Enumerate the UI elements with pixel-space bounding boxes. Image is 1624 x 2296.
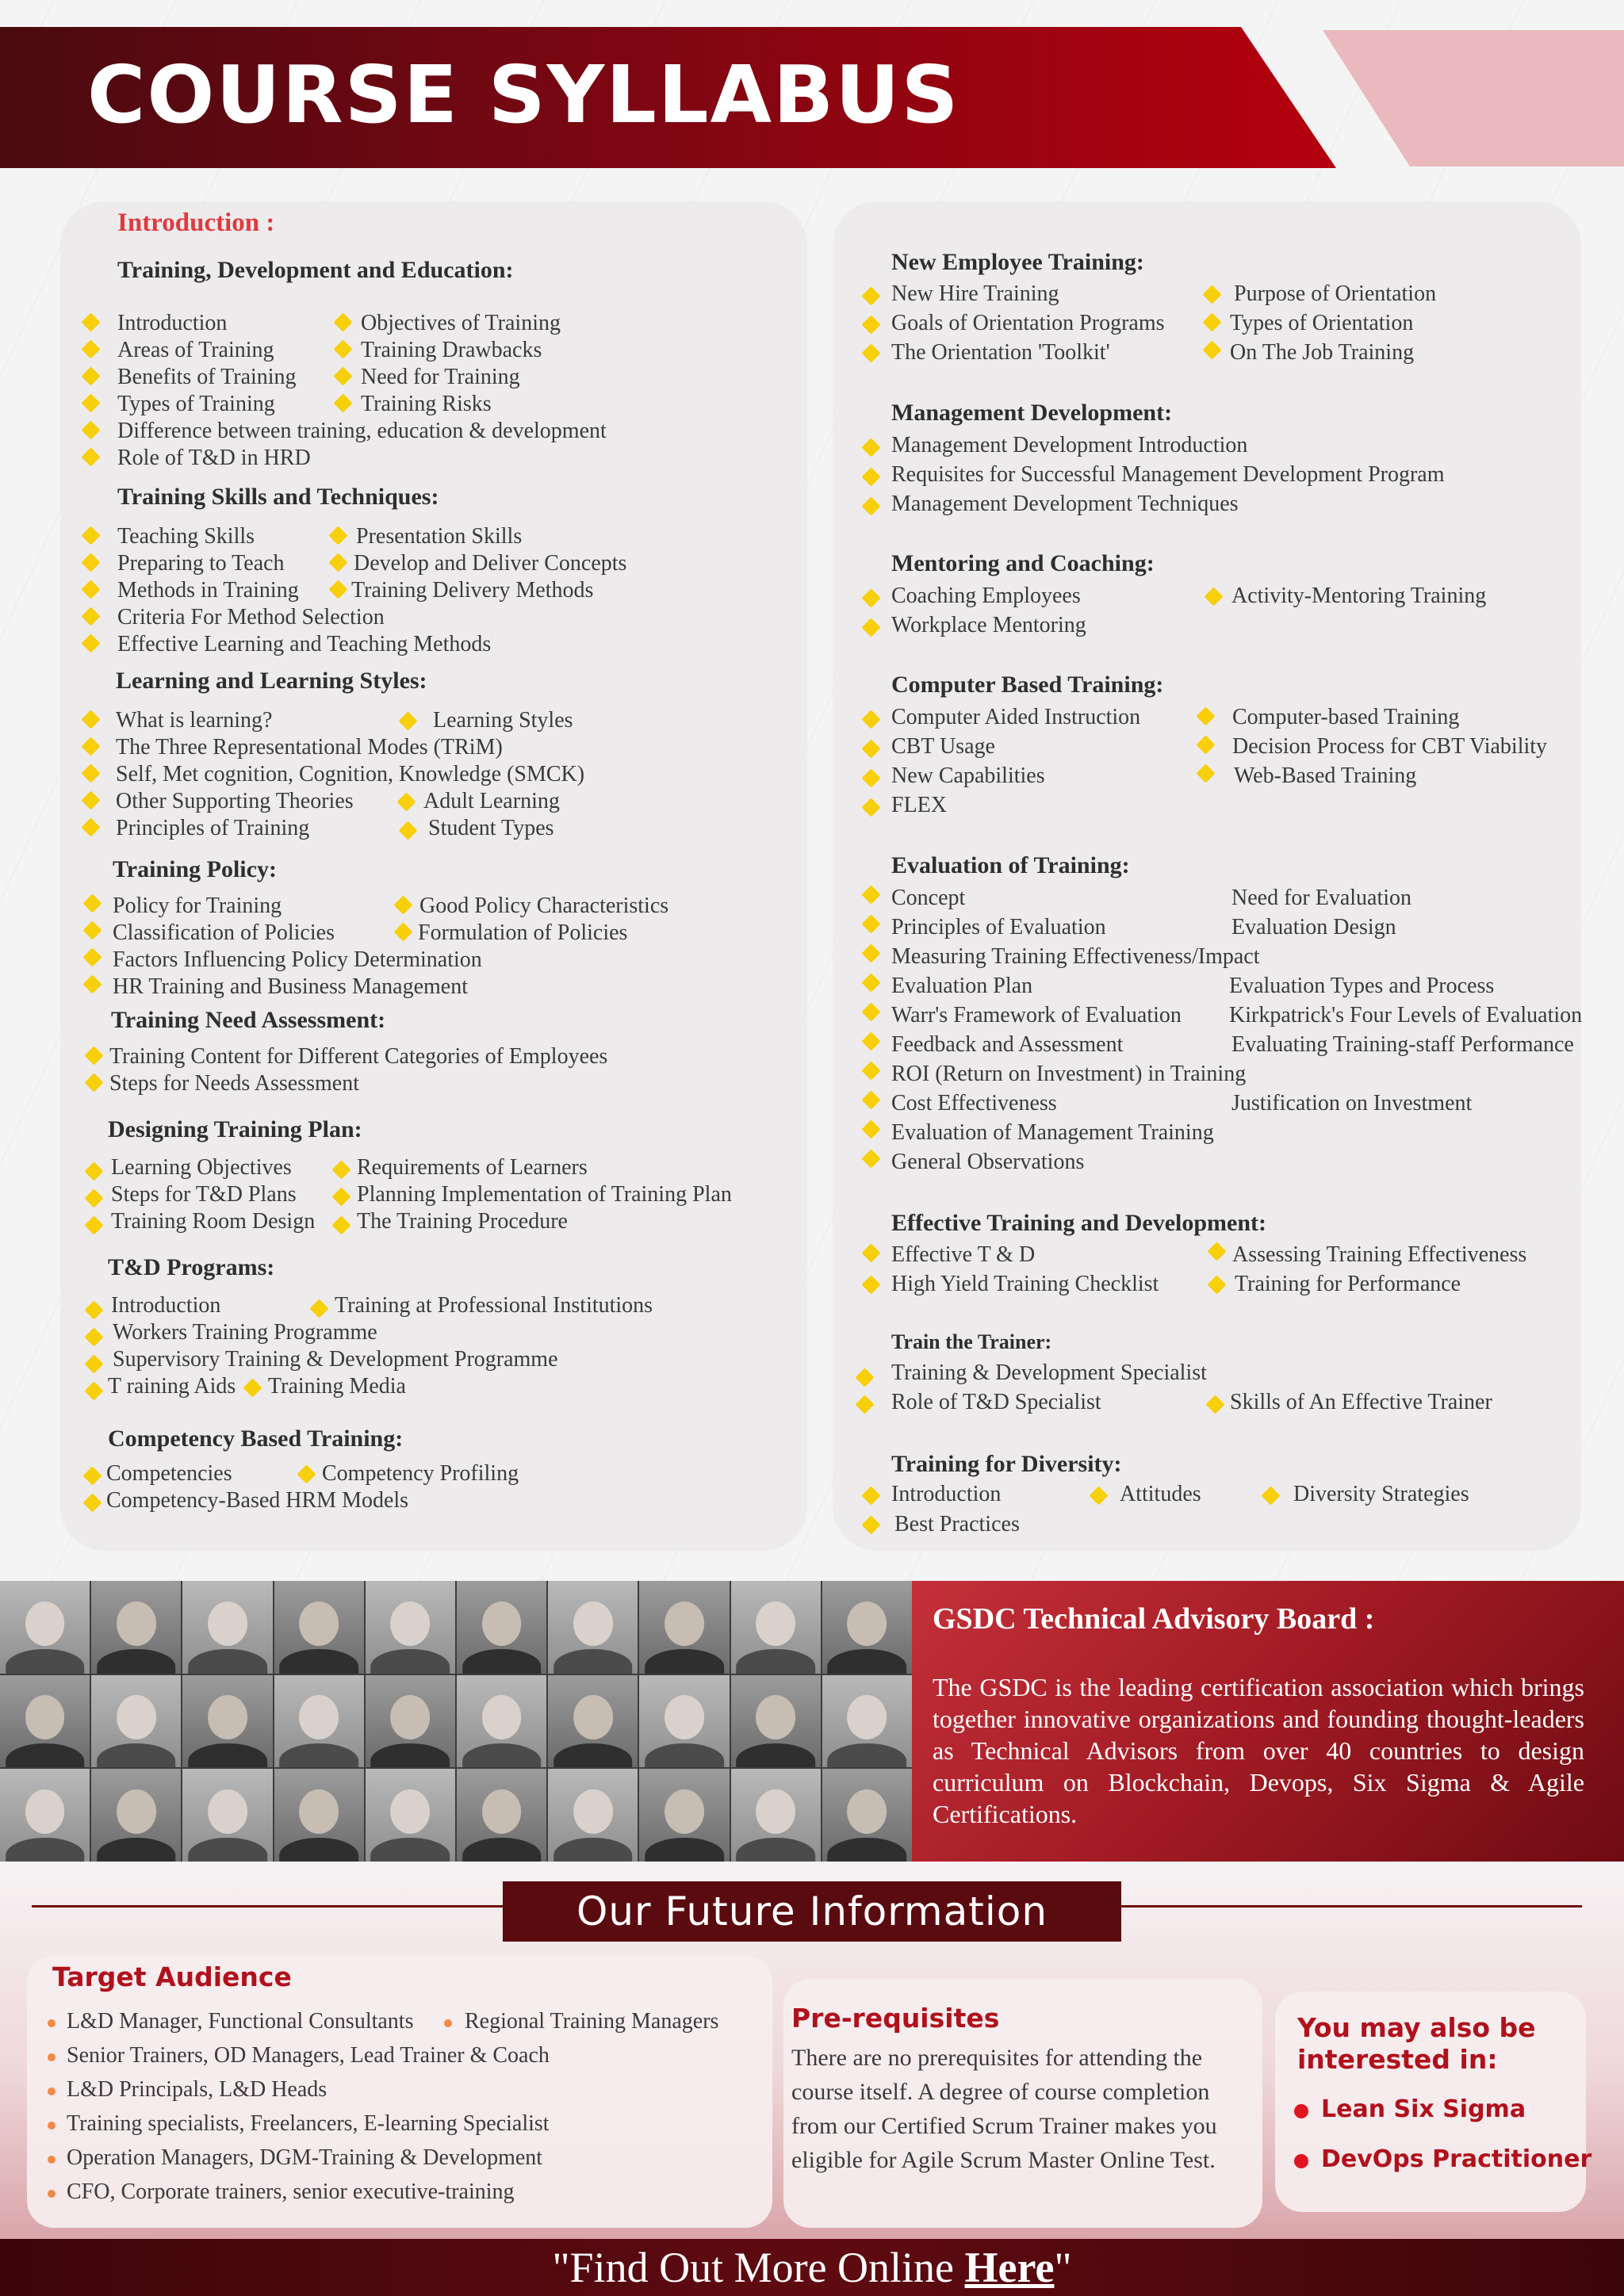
advisor-photo [274,1581,364,1674]
list-item: Classification of Policies [113,920,335,945]
list-item: The Training Procedure [357,1209,568,1234]
list-item: Training specialists, Freelancers, E-learning Specialist [67,2111,550,2136]
list-item: Difference between training, education & development [117,419,607,443]
list-item: Role of T&D in HRD [117,446,311,470]
list-item: Preparing to Teach [117,551,285,576]
list-item: Introduction [117,311,228,335]
list-item: Benefits of Training [117,365,297,389]
list-item: Warr's Framework of Evaluation [891,1003,1182,1027]
devops-practitioner-link[interactable]: DevOps Practitioner [1321,2145,1592,2173]
advisor-photo [457,1675,546,1768]
list-item: Learning Styles [433,708,573,733]
list-item: General Observations [891,1150,1085,1174]
here-link[interactable]: Here [964,2244,1055,2291]
list-item: Good Policy Characteristics [419,894,669,918]
list-item: Planning Implementation of Training Plan [357,1182,732,1207]
list-item: Steps for Needs Assessment [109,1071,359,1096]
list-item: Competency Profiling [322,1461,519,1486]
advisor-photo [0,1675,90,1768]
advisor-photo [91,1675,181,1768]
list-item: Management Development Techniques [891,492,1239,516]
advisor-photo [822,1675,912,1768]
footer-text-start: "Find Out More Online [552,2244,965,2291]
future-info-title: Our Future Information [503,1881,1121,1942]
list-item: Criteria For Method Selection [117,605,385,629]
advisor-photo [274,1675,364,1768]
section-heading-policy: Training Policy: [113,856,277,882]
section-heading-tna: Training Need Assessment: [111,1007,386,1033]
list-item: Supervisory Training & Development Programme [113,1347,558,1372]
section-heading-tde: Training, Development and Education: [117,257,514,283]
interested-heading-line2: interested in: [1297,2044,1498,2075]
advisory-board-panel [912,1581,1624,1862]
list-item: Workplace Mentoring [891,613,1086,637]
list-item: Training Risks [361,392,492,416]
list-item: Regional Training Managers [465,2009,719,2034]
bullet-dot-icon [48,2122,56,2130]
advisor-photo [548,1769,638,1862]
list-item: Principles of Training [116,816,310,840]
advisor-photo [731,1769,821,1862]
list-item: Requirements of Learners [357,1155,588,1180]
list-item: Introduction [111,1293,221,1318]
list-item: FLEX [891,793,947,817]
list-item: Web-Based Training [1234,763,1417,788]
advisory-text: The GSDC is the leading certification association which brings together innovative organizations and founding thought-leaders as Technical Advisors from over 40 countries to design curriculum on Blockchain, Devops, Six Sigma & Agile Certifications. [933,1673,1584,1828]
advisor-photo [182,1675,272,1768]
advisor-photo [731,1581,821,1674]
list-item: Training Media [268,1374,406,1399]
list-item: Evaluation Types and Process [1229,974,1495,998]
advisor-photo-grid [0,1581,912,1862]
advisor-photo [731,1675,821,1768]
list-item: Steps for T&D Plans [111,1182,297,1207]
advisor-photo [366,1769,455,1862]
list-item: Attitudes [1120,1482,1201,1506]
section-heading-diversity: Training for Diversity: [891,1451,1122,1477]
list-item: Training for Performance [1235,1272,1461,1296]
list-item: Diversity Strategies [1293,1482,1469,1506]
prerequisites-heading: Pre-requisites [791,2003,1000,2034]
footer-text-end: " [1054,2244,1072,2291]
list-item: Goals of Orientation Programs [891,311,1165,335]
list-item: Coaching Employees [891,584,1081,608]
list-item: L&D Principals, L&D Heads [67,2077,327,2102]
advisor-photo [548,1675,638,1768]
list-item: Effective T & D [891,1242,1036,1267]
bullet-dot-icon [48,2156,56,2164]
advisor-photo [639,1675,729,1768]
list-item: Feedback and Assessment [891,1032,1124,1057]
list-item: Senior Trainers, OD Managers, Lead Trainer & Coach [67,2043,550,2068]
section-heading-newemp: New Employee Training: [891,249,1144,275]
list-item: Policy for Training [113,894,282,918]
section-heading-eval: Evaluation of Training: [891,852,1130,878]
list-item: Introduction [891,1482,1002,1506]
advisor-photo [822,1769,912,1862]
bullet-dot-icon [48,2190,56,2198]
advisor-photo [274,1769,364,1862]
list-item: Concept [891,886,966,910]
list-item: The Orientation 'Toolkit' [891,340,1110,365]
list-item: Decision Process for CBT Viability [1232,734,1548,759]
list-item: HR Training and Business Management [113,974,468,999]
section-heading-mentor: Mentoring and Coaching: [891,550,1155,576]
list-item: Evaluation Plan [891,974,1033,998]
bullet-dot-icon [48,2087,56,2095]
list-item: Types of Training [117,392,275,416]
section-heading-design: Designing Training Plan: [108,1116,362,1142]
section-heading-skills: Training Skills and Techniques: [117,484,439,510]
list-item: Computer-based Training [1232,705,1460,729]
advisor-photo [91,1769,181,1862]
list-item: Training at Professional Institutions [335,1293,653,1318]
list-item: Training Drawbacks [361,338,542,362]
list-item: Competency-Based HRM Models [106,1488,409,1513]
list-item: On The Job Training [1230,340,1415,365]
header-decoration [1323,30,1624,166]
list-item: Areas of Training [117,338,274,362]
list-item: Operation Managers, DGM-Training & Development [67,2145,543,2170]
list-item: Principles of Evaluation [891,915,1106,939]
list-item: CBT Usage [891,734,995,759]
list-item: What is learning? [116,708,273,733]
list-item: Purpose of Orientation [1234,281,1437,306]
list-item: Cost Effectiveness [891,1091,1057,1115]
advisor-photo [366,1581,455,1674]
section-heading-etd: Effective Training and Development: [891,1210,1267,1236]
list-item: Other Supporting Theories [116,789,354,813]
list-item: Computer Aided Instruction [891,705,1141,729]
advisor-photo [182,1769,272,1862]
list-item: Adult Learning [423,789,560,813]
list-item: Evaluation Design [1231,915,1396,939]
list-item: Training Content for Different Categories of Employees [109,1044,608,1069]
section-heading-ttt: Train the Trainer: [891,1330,1052,1353]
bullet-dot-icon [1294,2104,1308,2118]
section-heading-learning: Learning and Learning Styles: [116,668,427,694]
list-item: Assessing Training Effectiveness [1232,1242,1527,1267]
advisor-photo [639,1769,729,1862]
list-item: New Hire Training [891,281,1059,306]
bullet-dot-icon [48,2019,56,2027]
list-item: Justification on Investment [1231,1091,1473,1115]
list-item: Measuring Training Effectiveness/Impact [891,944,1260,969]
advisory-title: GSDC Technical Advisory Board : [933,1602,1375,1636]
advisor-photo [822,1581,912,1674]
list-item: Kirkpatrick's Four Levels of Evaluation [1229,1003,1583,1027]
list-item: Requisites for Successful Management Development Program [891,462,1445,487]
list-item: Teaching Skills [117,524,255,549]
list-item: Student Types [428,816,554,840]
section-heading-cbt: Computer Based Training: [891,672,1164,698]
advisor-photo [0,1769,90,1862]
list-item: Learning Objectives [111,1155,292,1180]
list-item: Formulation of Policies [418,920,628,945]
list-item: Role of T&D Specialist [891,1390,1101,1414]
advisor-photo [639,1581,729,1674]
prerequisites-text: There are no prerequisites for attending the course itself. A degree of course completion from our Certified Scrum Trainer makes you eligible for Agile Scrum Master Online Test. [791,2045,1217,2173]
list-item: Activity-Mentoring Training [1231,584,1487,608]
list-item: High Yield Training Checklist [891,1272,1159,1296]
list-item: Objectives of Training [361,311,561,335]
advisor-photo [0,1581,90,1674]
list-item: Workers Training Programme [113,1320,377,1345]
list-item: T raining Aids [108,1374,236,1399]
section-heading-mgmt: Management Development: [891,400,1173,426]
advisor-photo [548,1581,638,1674]
intro-label: Introduction : [117,209,275,237]
lean-six-sigma-link[interactable]: Lean Six Sigma [1321,2095,1526,2123]
list-item: CFO, Corporate trainers, senior executive-training [67,2179,515,2204]
list-item: Self, Met cognition, Cognition, Knowledge (SMCK) [116,762,585,786]
list-item: Factors Influencing Policy Determination [113,947,482,972]
target-audience-heading: Target Audience [52,1961,292,1992]
bullet-dot-icon [48,2053,56,2061]
footer-banner [0,2239,1624,2296]
list-item: Best Practices [894,1512,1020,1536]
list-item: Need for Evaluation [1231,886,1412,910]
list-item: Training Room Design [111,1209,316,1234]
list-item: Evaluation of Management Training [891,1120,1214,1145]
list-item: Effective Learning and Teaching Methods [117,632,492,656]
advisor-photo [91,1581,181,1674]
list-item: Types of Orientation [1230,311,1414,335]
advisor-photo [457,1581,546,1674]
list-item: Competencies [106,1461,232,1486]
advisor-photo [457,1769,546,1862]
list-item: ROI (Return on Investment) in Training [891,1062,1247,1086]
bullet-dot-icon [444,2019,452,2027]
list-item: Evaluating Training-staff Performance [1231,1032,1574,1057]
list-item: L&D Manager, Functional Consultants [67,2009,414,2034]
list-item: Develop and Deliver Concepts [354,551,627,576]
section-heading-programs: T&D Programs: [108,1254,275,1280]
list-item: Training Delivery Methods [351,578,594,603]
section-heading-competency: Competency Based Training: [108,1425,404,1452]
list-item: New Capabilities [891,763,1045,788]
page-title: COURSE SYLLABUS [87,48,960,141]
advisor-photo [366,1675,455,1768]
list-item: Management Development Introduction [891,433,1248,457]
list-item: Training & Development Specialist [891,1360,1207,1385]
interested-heading-line1: You may also be [1297,2012,1536,2043]
bullet-dot-icon [1294,2154,1308,2168]
list-item: The Three Representational Modes (TRiM) [116,735,503,760]
list-item: Skills of An Effective Trainer [1230,1390,1492,1414]
list-item: Presentation Skills [356,524,523,549]
list-item: Methods in Training [117,578,299,603]
list-item: Need for Training [361,365,520,389]
advisor-photo [182,1581,272,1674]
